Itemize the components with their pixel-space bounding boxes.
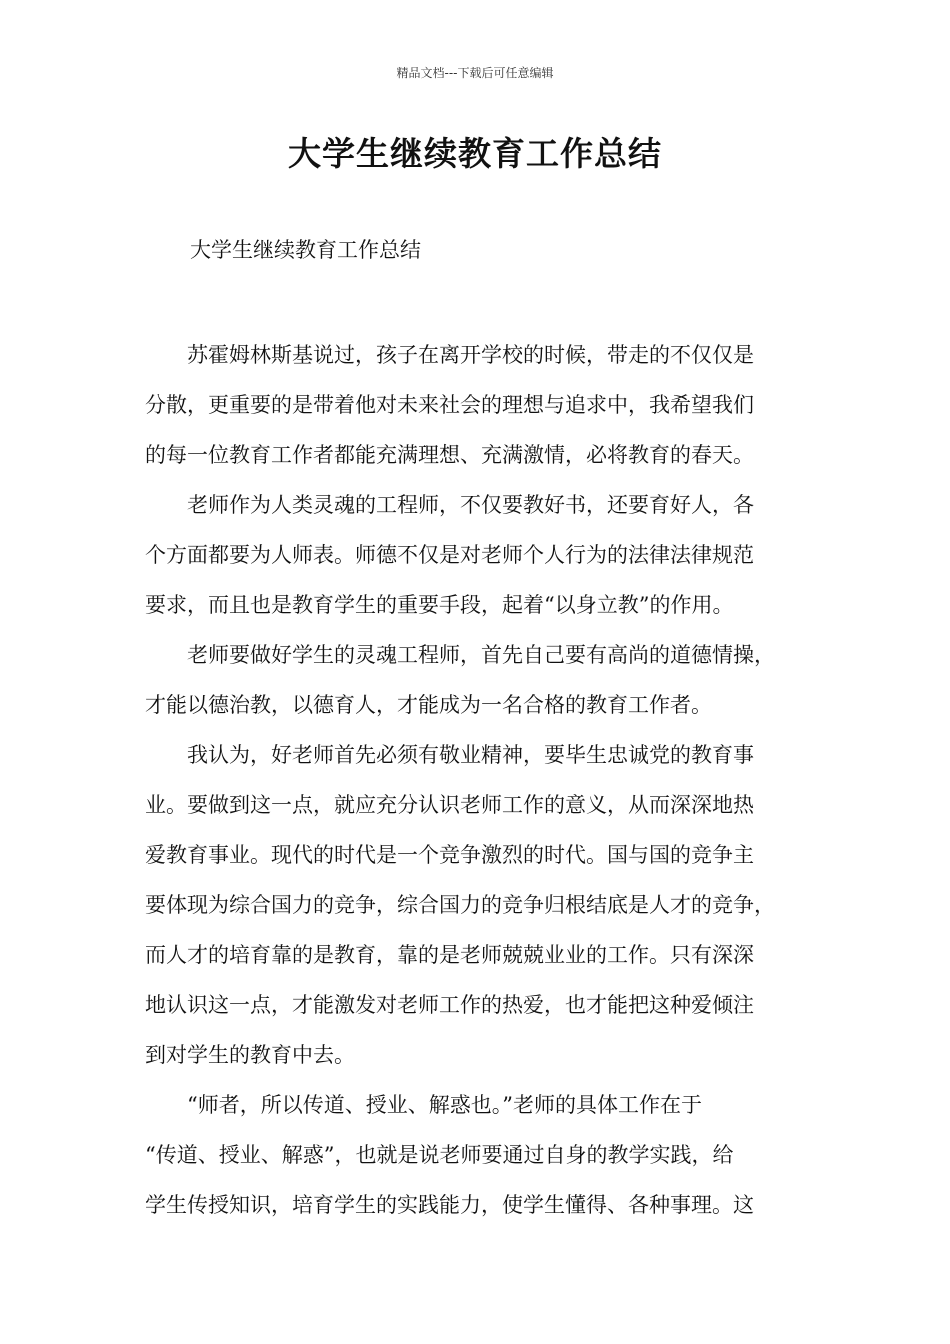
body-paragraph: “师者，所以传道、授业、解惑也。”老师的具体工作在于 “传道、授业、解惑”，也就是说老师要通过自身的教学实践，给 学生传授知识，培育学生的实践能力，使学生懂得、各种事理。这 bbox=[145, 1093, 754, 1217]
document-subtitle: 大学生继续教育工作总结 bbox=[190, 238, 421, 262]
body-paragraph: 老师作为人类灵魂的工程师，不仅要教好书，还要育好人，各 个方面都要为人师表。师德不仅是对老师个人行为的法律法律规范 要求，而且也是教育学生的重要手段，起着“以身立教”的作用。 bbox=[145, 493, 754, 617]
document-body bbox=[145, 330, 821, 1230]
body-paragraph: 苏霍姆林斯基说过，孩子在离开学校的时候，带走的不仅仅是 分散，更重要的是带着他对未来社会的理想与追求中，我希望我们 的每一位教育工作者都能充满理想、充满激情，必将教育的春天。 bbox=[145, 343, 754, 467]
body-paragraph: 老师要做好学生的灵魂工程师，首先自己要有高尚的道德情操， 才能以德治教，以德育人，才能成为一名合格的教育工作者。 bbox=[145, 643, 775, 717]
body-paragraph: 我认为，好老师首先必须有敬业精神，要毕生忠诚党的教育事 业。要做到这一点，就应充分认识老师工作的意义，从而深深地热 爱教育事业。现代的时代是一个竞争激烈的时代。国与国的竞争主 要体现为综合国力的竞争，综合国力的竞争归根结底是人才的竞争， 而人才的培育靠的是教育，靠的是老师兢兢业业的工作。只有深深 地认识这一点，才能激发对老师工作的热爱，也才能把这种爱倾注 到对学生的教育中去。 bbox=[145, 743, 775, 1067]
page-header: 精品文档---下载后可任意编辑 bbox=[396, 66, 554, 80]
document-title: 大学生继续教育工作总结 bbox=[288, 134, 662, 173]
